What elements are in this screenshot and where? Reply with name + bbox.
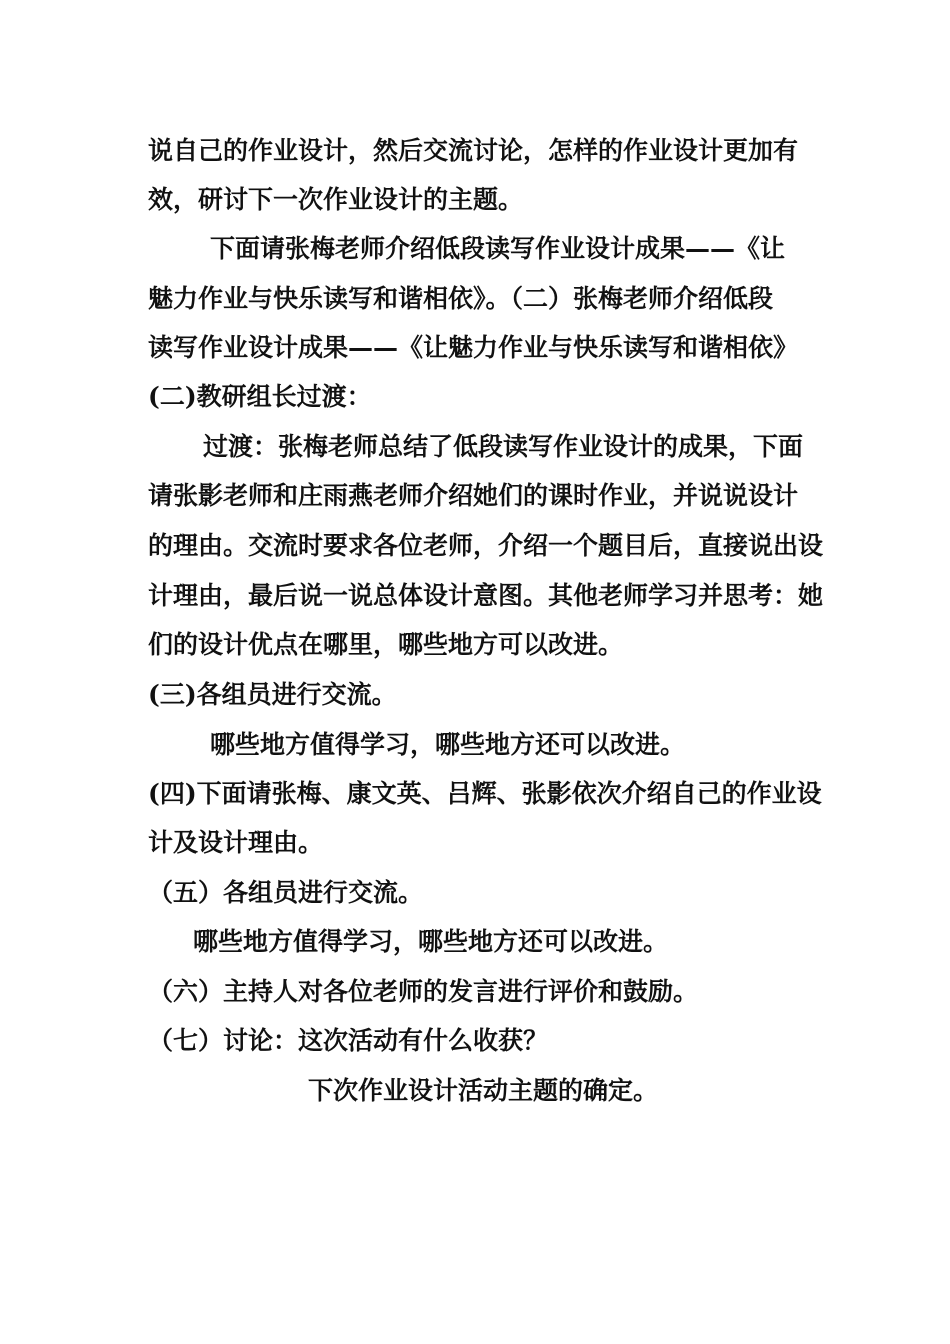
text-line-4: 魅力作业与快乐读写和谐相依》。（二）张梅老师介绍低段 (148, 284, 774, 313)
text-line-13: 哪些地方值得学习，哪些地方还可以改进。 (210, 730, 686, 759)
text-line-10: 计理由，最后说一说总体设计意图。其他老师学习并思考：她 (148, 581, 824, 610)
text-line-1: 说自己的作业设计，然后交流讨论，怎样的作业设计更加有 (148, 136, 799, 165)
text-line-12: (三)各组员进行交流。 (148, 680, 397, 709)
text-line-17: 哪些地方值得学习，哪些地方还可以改进。 (193, 927, 669, 956)
text-line-19: （七）讨论：这次活动有什么收获？ (148, 1026, 549, 1055)
text-line-15: 计及设计理由。 (148, 828, 324, 857)
text-line-3: 下面请张梅老师介绍低段读写作业设计成果——《让 (210, 234, 786, 263)
text-line-6: (二)教研组长过渡： (148, 382, 372, 411)
text-line-2: 效，研讨下一次作业设计的主题。 (148, 185, 524, 214)
text-line-16: （五）各组员进行交流。 (148, 878, 424, 907)
text-line-5: 读写作业设计成果——《让魅力作业与快乐读写和谐相依》 (148, 333, 799, 362)
text-line-8: 请张影老师和庄雨燕老师介绍她们的课时作业，并说说设计 (148, 481, 799, 510)
text-line-7: 过渡：张梅老师总结了低段读写作业设计的成果，下面 (203, 432, 804, 461)
text-line-18: （六）主持人对各位老师的发言进行评价和鼓励。 (148, 977, 699, 1006)
text-line-11: 们的设计优点在哪里，哪些地方可以改进。 (148, 630, 624, 659)
text-line-14: (四)下面请张梅、康文英、吕辉、张影依次介绍自己的作业设 (148, 779, 822, 808)
text-line-9: 的理由。交流时要求各位老师，介绍一个题目后，直接说出设 (148, 531, 824, 560)
text-line-20: 下次作业设计活动主题的确定。 (308, 1076, 659, 1105)
